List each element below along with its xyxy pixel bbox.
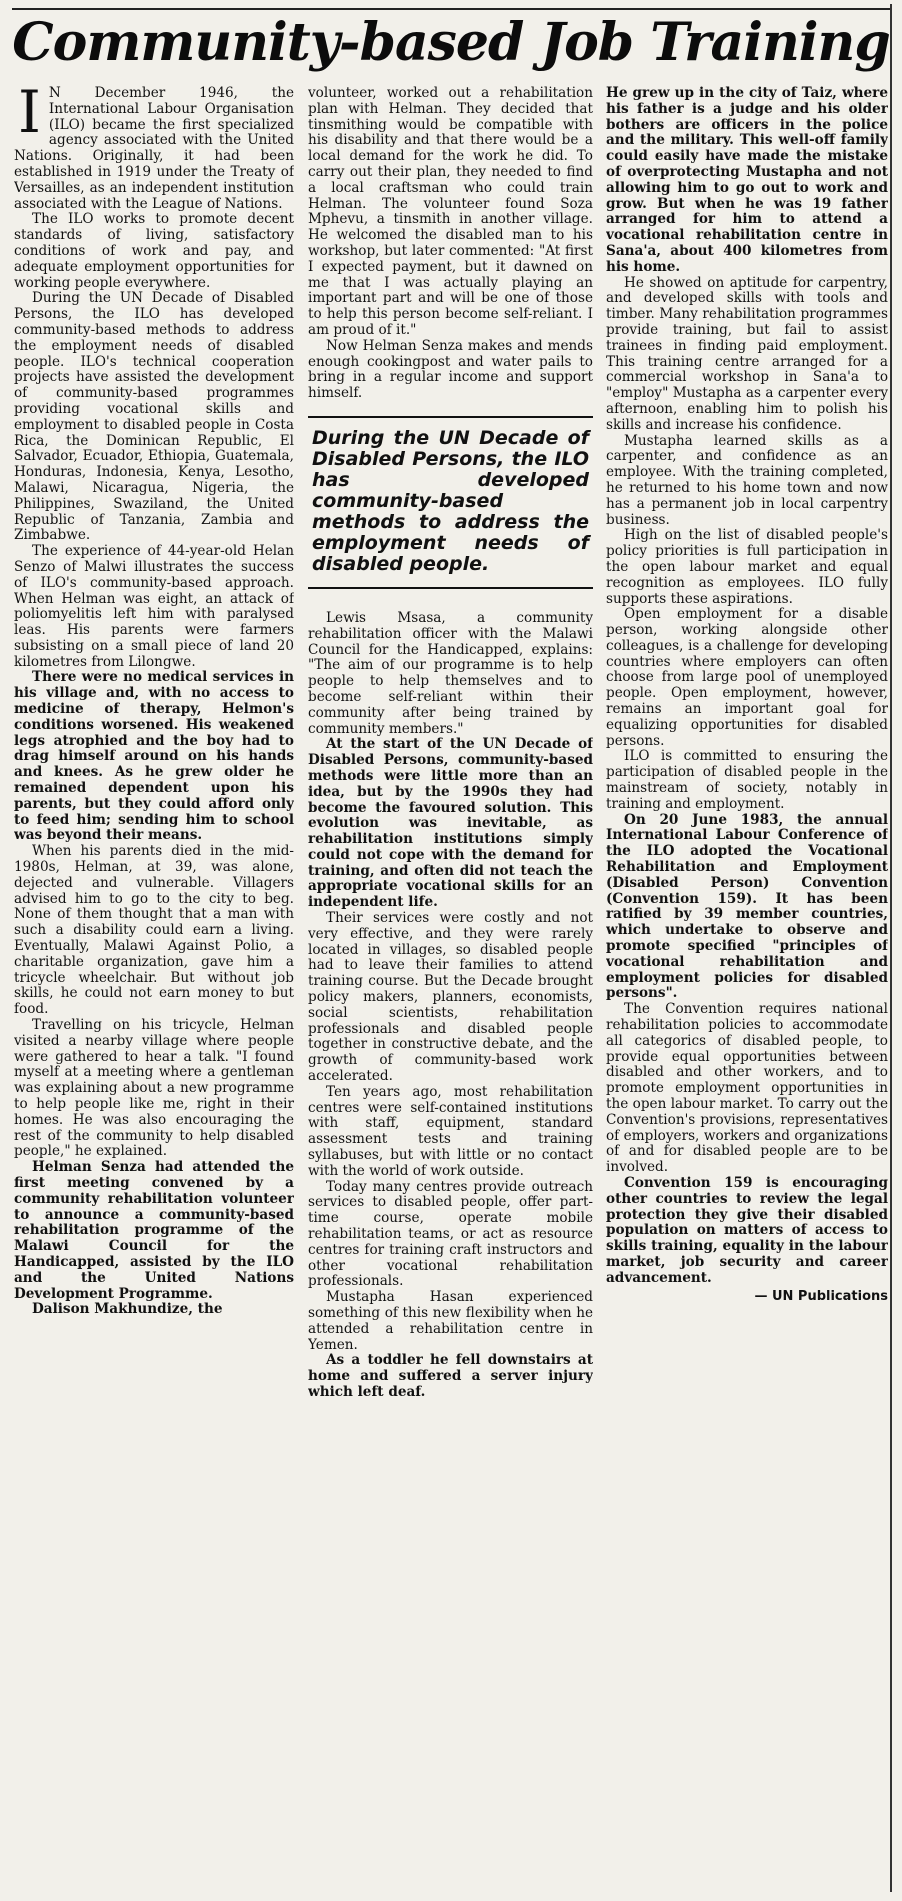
paragraph: The experience of 44-year-old Helan Senzo of Malwi illustrates the success of ILO's community-based approach. When Helman was eight, an attack of poliomyelitis left him with paralysed leas. His parents were farmers subsisting on a small piece of land 20 kilometres from Lilongwe. — [14, 543, 294, 670]
top-rule — [12, 8, 890, 10]
paragraph: Today many centres provide outreach services to disabled people, offer part-time course, operate mobile rehabilitation teams, or act as resource centres for training craft instructors and other vocational rehabilitation professionals. — [308, 1178, 593, 1290]
paragraph: He grew up in the city of Taiz, where his father is a judge and his older bothers are officers in the police and the military. This well-off family could easily have made the mistake of overprotecting Mustapha and not allowing him to go out to work and grow. But when he was 19 father arranged for him to attend a vocational rehabilitation centre in Sana'a, about 400 kilometres from his home. — [606, 86, 888, 275]
paragraph: I N December 1946, the International Labour Organisation (ILO) became the first specialized agency associated with the United Nations. Originally, it had been established in 1919 under the Treaty of Versailles, as an independent institution associated with the League of Nations. — [14, 86, 294, 212]
paragraph: Helman Senza had attended the first meeting convened by a community rehabilitation volunteer to announce a community-based rehabilitation programme of the Malawi Council for the Handicapped, assisted by the ILO and the United Nations Development Programme. — [14, 1159, 294, 1302]
drop-cap: I — [18, 86, 41, 146]
paragraph: Mustapha learned skills as a carpenter, and confidence as an employee. With the training completed, he returned to his home town and now has a permanent job in local carpentry business. — [606, 432, 888, 528]
paragraph: Travelling on his tricycle, Helman visited a nearby village where people were gathered to hear a talk. "I found myself at a meeting where a gentleman was explaining about a new programme to help people like me, right in their homes. He was also encouraging the rest of the community to help disabled people," he explained. — [14, 1017, 294, 1160]
paragraph: The ILO works to promote decent standards of living, satisfactory conditions of work and pay, and adequate employment opportunities for working people everywhere. — [14, 211, 294, 291]
paragraph: Convention 159 is encouraging other countries to review the legal protection they give their disabled population on matters of access to skills training, equality in the labour market, job security and career advancement. — [606, 1174, 888, 1286]
paragraph: Open employment for a disable person, working alongside other colleagues, is a challenge for developing countries where employers can often choose from large pool of unemployed people. Open employment, however, remains an important goal for equalizing opportunities for disabled persons. — [606, 606, 888, 749]
paragraph: Ten years ago, most rehabilitation centres were self-contained institutions with staff, equipment, standard assessment tests and training syllabuses, but with little or no contact with the world of work outside. — [308, 1083, 593, 1179]
paragraph: He showed on aptitude for carpentry, and developed skills with tools and timber. Many rehabilitation programmes provide training, but fail to assist trainees in finding paid employment. This training centre arranged for a commercial workshop in Sana'a to "employ" Mustapha as a carpenter every afternoon, enabling him to polish his skills and increase his confidence. — [606, 274, 888, 433]
paragraph: At the start of the UN Decade of Disabled Persons, community-based methods were little more than an idea, but by the 1990s they had become the favoured solution. This evolution was inevitable, as rehabilitation institutions simply could not cope with the demand for training, and often did not teach the appropriate vocational skills for an independent life. — [308, 736, 593, 911]
column-3 — [606, 86, 888, 1883]
column-1 — [14, 86, 294, 1883]
pull-quote: During the UN Decade of Disabled Persons, the ILO has developed community-based methods to address the employment needs of disabled people. — [308, 416, 593, 589]
paragraph: Now Helman Senza makes and mends enough cookingpost and water pails to bring in a regular income and support himself. — [308, 337, 593, 402]
paragraph: On 20 June 1983, the annual International Labour Conference of the ILO adopted the Vocational Rehabilitation and Employment (Disabled Person) Convention (Convention 159). It has been ratified by 39 member countries, which undertake to observe and promote specified "principles of vocational rehabilitation and employment policies for disabled persons". — [606, 811, 888, 1002]
paragraph: The Convention requires national rehabilitation policies to accommodate all categorics of disabled people, to provide equal opportunities between disabled and other workers, and to promote employment opportunities in the open labour market. To carry out the Convention's provisions, representatives of employers, workers and organizations of and for disabled people are to be involved. — [606, 1001, 888, 1176]
paragraph: Lewis Msasa, a community rehabilitation officer with the Malawi Council for the Handicapped, explains: "The aim of our programme is to help people to help themselves and to become self-reliant within their community after being trained by community members." — [308, 609, 593, 737]
paragraph: When his parents died in the mid-1980s, Helman, at 39, was alone, dejected and vulnerable. Villagers advised him to go to the city to beg. None of them thought that a man with such a disability could earn a living. Eventually, Malawi Against Polio, a charitable organization, gave him a tricycle wheelchair. But without job skills, he could not earn money to but food. — [14, 843, 294, 1018]
paragraph: During the UN Decade of Disabled Persons, the ILO has developed community-based methods to address the employment needs of disabled people. ILO's technical cooperation projects have assisted the development of community-based programmes providing vocational skills and employment to disabled people in Costa Rica, the Dominican Republic, El Salvador, Ecuador, Ethiopia, Guatemala, Honduras, Indonesia, Kenya, Lesotho, Malawi, Nicaragua, Nigeria, the Philippines, Swaziland, the United Republic of Tanzania, Zambia and Zimbabwe. — [14, 290, 294, 544]
paragraph: Their services were costly and not very effective, and they were rarely located in villages, so disabled people had to leave their families to attend training course. But the Decade brought policy makers, planners, economists, social scientists, rehabilitation professionals and disabled people together in constructive debate, and the growth of community-based work accelerated. — [308, 910, 593, 1085]
paragraph: There were no medical services in his village and, with no access to medicine of therapy, Helmon's conditions worsened. His weakened legs atrophied and the boy had to drag himself around on his hands and knees. As he grew older he remained dependent upon his parents, but they could afford only to feed him; sending him to school was beyond their means. — [14, 669, 294, 844]
column-2 — [308, 86, 593, 1883]
paragraph: High on the list of disabled people's policy priorities is full participation in the open labour market and equal recognition as employees. ILO fully supports these aspirations. — [606, 527, 888, 607]
paragraph: As a toddler he fell downstairs at home and suffered a server injury which left deaf. — [308, 1352, 593, 1400]
paragraph: ILO is committed to ensuring the participation of disabled people in the mainstream of society, notably in training and employment. — [606, 748, 888, 812]
paragraph: volunteer, worked out a rehabilitation plan with Helman. They decided that tinsmithing would be compatible with his disability and that there would be a local demand for the work he did. To carry out their plan, they needed to find a local craftsman who could train Helman. The volunteer found Soza Mphevu, a tinsmith in another village. He welcomed the disabled man to his workshop, but later commented: "At first I expected payment, but it dawned on me that I was actually playing an important part and will be one of those to help this person become self-reliant. I am proud of it." — [308, 86, 593, 338]
paragraph: Dalison Makhundize, the — [32, 1301, 223, 1318]
right-rule — [890, 4, 892, 1892]
paragraph: Mustapha Hasan experienced something of this new flexibility when he attended a rehabilitation centre in Yemen. — [308, 1289, 593, 1353]
headline: Community-based Job Training — [12, 12, 890, 73]
credit-line: — UN Publications — [754, 1288, 888, 1304]
